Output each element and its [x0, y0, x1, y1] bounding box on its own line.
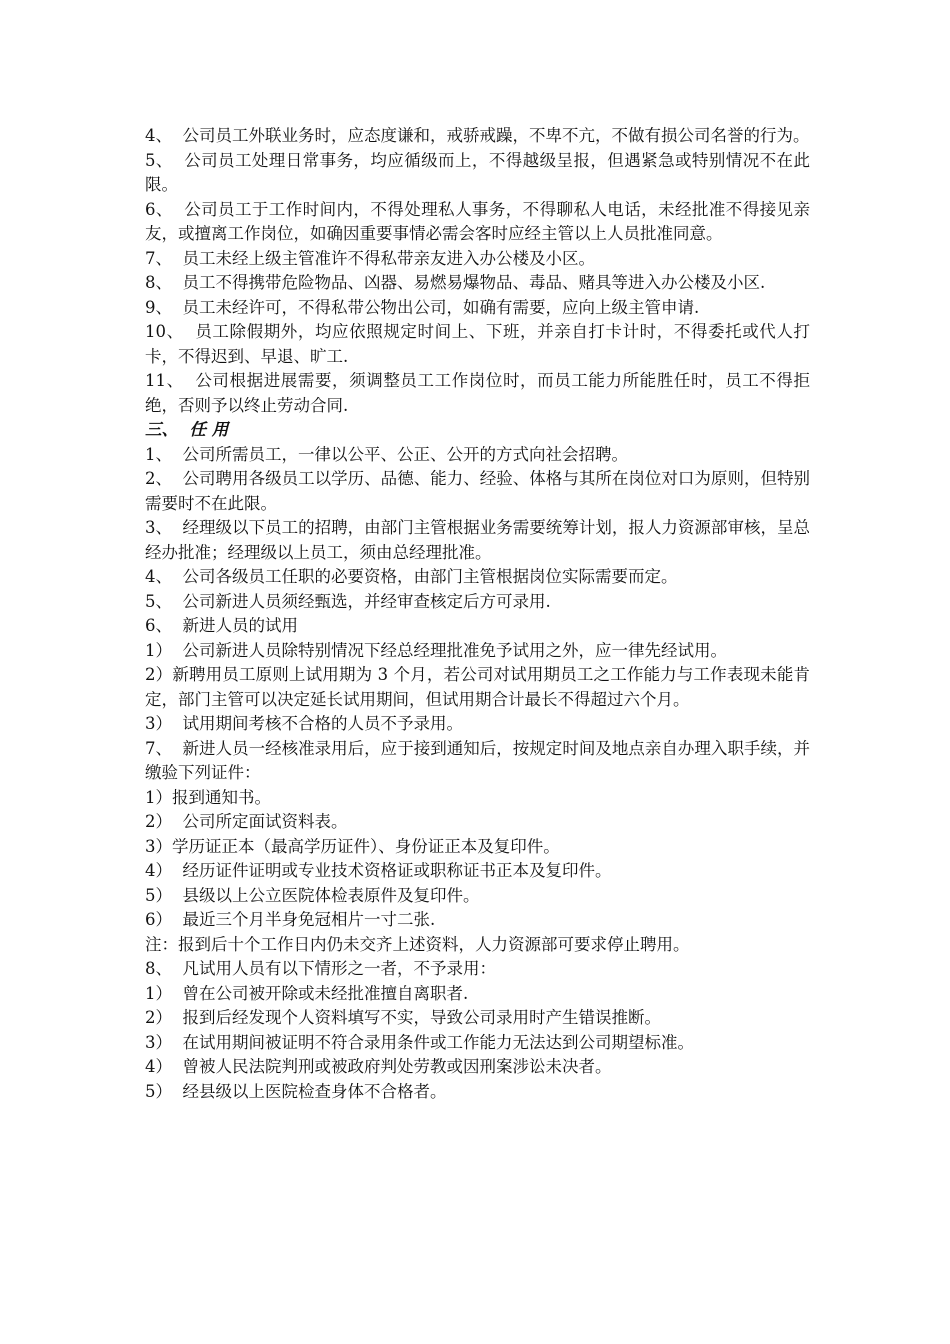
section-paragraph: 4） 经历证件证明或专业技术资格证或职称证书正本及复印件。 — [145, 861, 612, 880]
paragraph-rule-7: 7、 员工未经上级主管准许不得私带亲友进入办公楼及小区。 — [145, 248, 595, 268]
document-body — [145, 124, 810, 1104]
section-paragraph: 1） 曾在公司被开除或未经批准擅自离职者. — [145, 983, 469, 1003]
section-paragraph: 5） 经县级以上医院检查身体不合格者。 — [145, 1081, 447, 1101]
section-paragraph: 7、 新进人员一经核准录用后，应于接到通知后，按规定时间及地点亲自办理入职手续，并缴验下列证件： — [145, 738, 810, 782]
section-paragraph: 6、 新进人员的试用 — [145, 616, 298, 635]
section-paragraph: 2）新聘用员工原则上试用期为 3 个月，若公司对试用期员工之工作能力与工作表现未能肯定，部门主管可以决定延长试用期间，但试用期合计最长不得超过六个月。 — [145, 665, 810, 709]
paragraph-rule-4: 4、 公司员工外联业务时，应态度谦和，戒骄戒躁，不卑不亢，不做有损公司名誉的行为。 — [145, 126, 810, 145]
paragraph-rule-8: 8、 员工不得携带危险物品、凶器、易燃易爆物品、毒品、赌具等进入办公楼及小区. — [145, 273, 766, 292]
section-paragraph: 5、 公司新进人员须经甄选，并经审查核定后方可录用. — [145, 591, 551, 611]
paragraph-rule-10: 10、 员工除假期外，均应依照规定时间上、下班，并亲自打卡计时，不得委托或代人打卡，不得迟到、早退、旷工. — [145, 322, 810, 366]
section-heading: 三、 任 用 — [145, 420, 229, 439]
section-paragraph: 6） 最近三个月半身免冠相片一寸二张. — [145, 910, 436, 929]
section-paragraph: 2、 公司聘用各级员工以学历、品德、能力、经验、体格与其所在岗位对口为原则，但特别需要时不在此限。 — [145, 469, 810, 513]
section-paragraph: 3） 在试用期间被证明不符合录用条件或工作能力无法达到公司期望标准。 — [145, 1032, 694, 1052]
section-paragraph: 3）学历证正本（最高学历证件）、身份证正本及复印件。 — [145, 836, 560, 856]
paragraph-rule-9: 9、 员工未经许可，不得私带公物出公司，如确有需要，应向上级主管申请. — [145, 297, 700, 317]
section-paragraph: 3、 经理级以下员工的招聘，由部门主管根据业务需要统筹计划，报人力资源部审核，呈总经办批准；经理级以上员工，须由总经理批准。 — [145, 518, 810, 562]
section-paragraph: 2） 报到后经发现个人资料填写不实，导致公司录用时产生错误推断。 — [145, 1008, 661, 1027]
paragraph-rule-5: 5、 公司员工处理日常事务，均应循级而上，不得越级呈报，但遇紧急或特别情况不在此限。 — [145, 150, 810, 194]
section-paragraph: 8、 凡试用人员有以下情形之一者，不予录用： — [145, 959, 496, 978]
section-paragraph: 注：报到后十个工作日内仍未交齐上述资料，人力资源部可要求停止聘用。 — [145, 934, 690, 954]
section-paragraph: 1） 公司新进人员除特别情况下经总经理批准免予试用之外，应一律先经试用。 — [145, 640, 727, 660]
section-paragraph: 5） 县级以上公立医院体检表原件及复印件。 — [145, 885, 480, 905]
paragraph-rule-6: 6、 公司员工于工作时间内，不得处理私人事务，不得聊私人电话，未经批准不得接见亲友，或擅离工作岗位，如确因重要事情必需会客时应经主管以上人员批准同意。 — [145, 199, 810, 243]
section-paragraph: 2） 公司所定面试资料表。 — [145, 812, 348, 831]
paragraph-rule-11: 11、 公司根据进展需要，须调整员工工作岗位时，而员工能力所能胜任时，员工不得拒绝，否则予以终止劳动合同. — [145, 371, 810, 415]
section-paragraph: 1、 公司所需员工，一律以公平、公正、公开的方式向社会招聘。 — [145, 444, 628, 464]
section-paragraph: 3） 试用期间考核不合格的人员不予录用。 — [145, 714, 463, 733]
section-paragraph: 4、 公司各级员工任职的必要资格，由部门主管根据岗位实际需要而定。 — [145, 567, 678, 586]
section-paragraph: 4） 曾被人民法院判刑或被政府判处劳教或因刑案涉讼未决者。 — [145, 1057, 612, 1076]
section-paragraph: 1）报到通知书。 — [145, 787, 271, 807]
